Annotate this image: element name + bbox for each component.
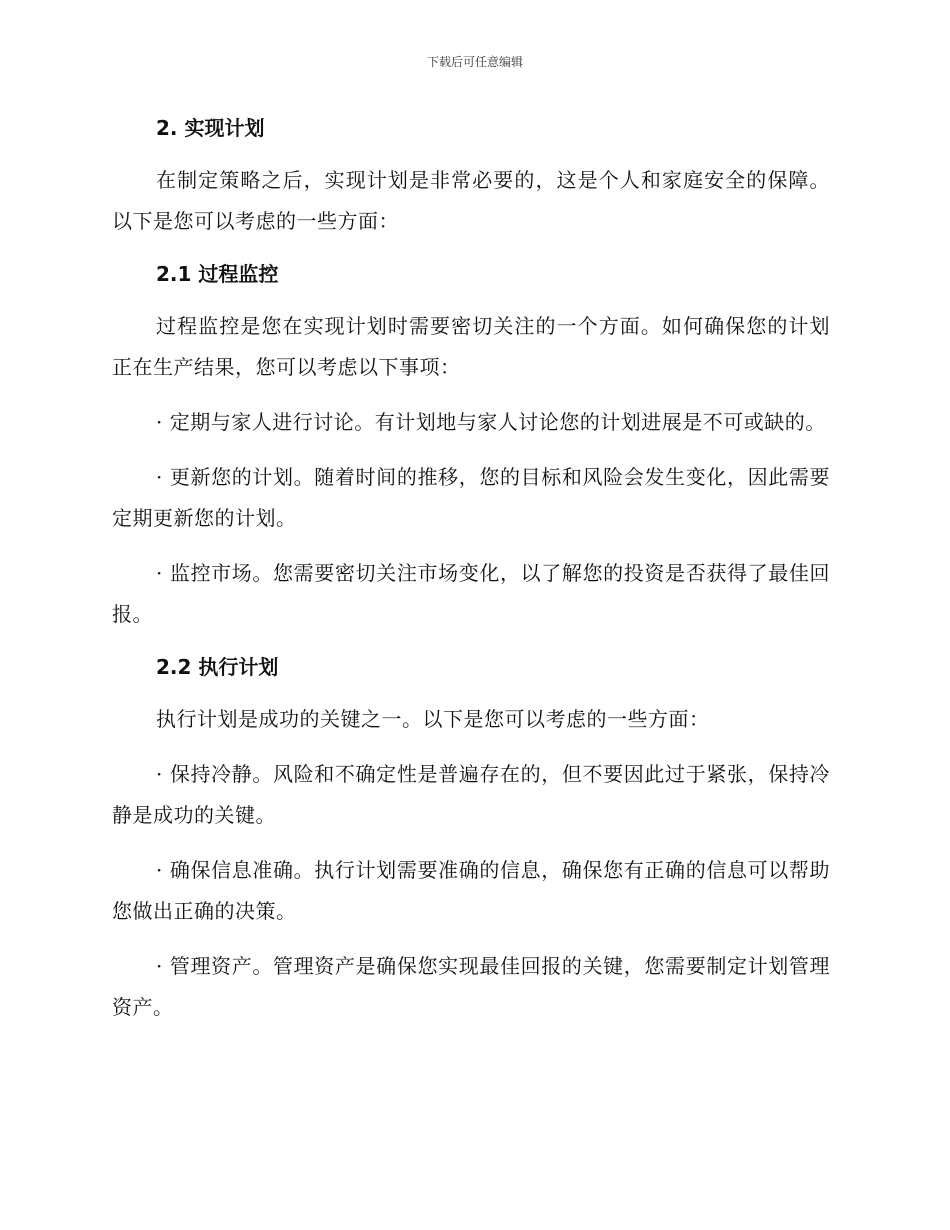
bullet-paragraph: · 监控市场。您需要密切关注市场变化，以了解您的投资是否获得了最佳回报。 [112, 561, 830, 626]
document-body [112, 110, 830, 1028]
bullet-paragraph: · 确保信息准确。执行计划需要准确的信息，确保您有正确的信息可以帮助您做出正确的决策。 [112, 858, 830, 923]
bullet-paragraph: · 更新您的计划。随着时间的推移，您的目标和风险会发生变化，因此需要定期更新您的计划。 [112, 465, 830, 530]
body-paragraph: 在制定策略之后，实现计划是非常必要的，这是个人和家庭安全的保障。以下是您可以考虑的一些方面： [112, 168, 830, 233]
body-paragraph: 过程监控是您在实现计划时需要密切关注的一个方面。如何确保您的计划正在生产结果，您可以考虑以下事项： [112, 314, 830, 379]
subsection-heading: 2.1 过程监控 [156, 262, 279, 286]
bullet-paragraph: · 管理资产。管理资产是确保您实现最佳回报的关键，您需要制定计划管理资产。 [112, 954, 830, 1019]
bullet-paragraph: · 定期与家人进行讨论。有计划地与家人讨论您的计划进展是不可或缺的。 [156, 410, 826, 434]
section-heading: 2. 实现计划 [156, 116, 265, 140]
subsection-heading: 2.2 执行计划 [156, 655, 279, 679]
body-paragraph: 执行计划是成功的关键之一。以下是您可以考虑的一些方面： [156, 707, 710, 731]
running-header: 下载后可任意编辑 [426, 55, 523, 69]
bullet-paragraph: · 保持冷静。风险和不确定性是普遍存在的，但不要因此过于紧张，保持冷静是成功的关键。 [112, 762, 830, 827]
